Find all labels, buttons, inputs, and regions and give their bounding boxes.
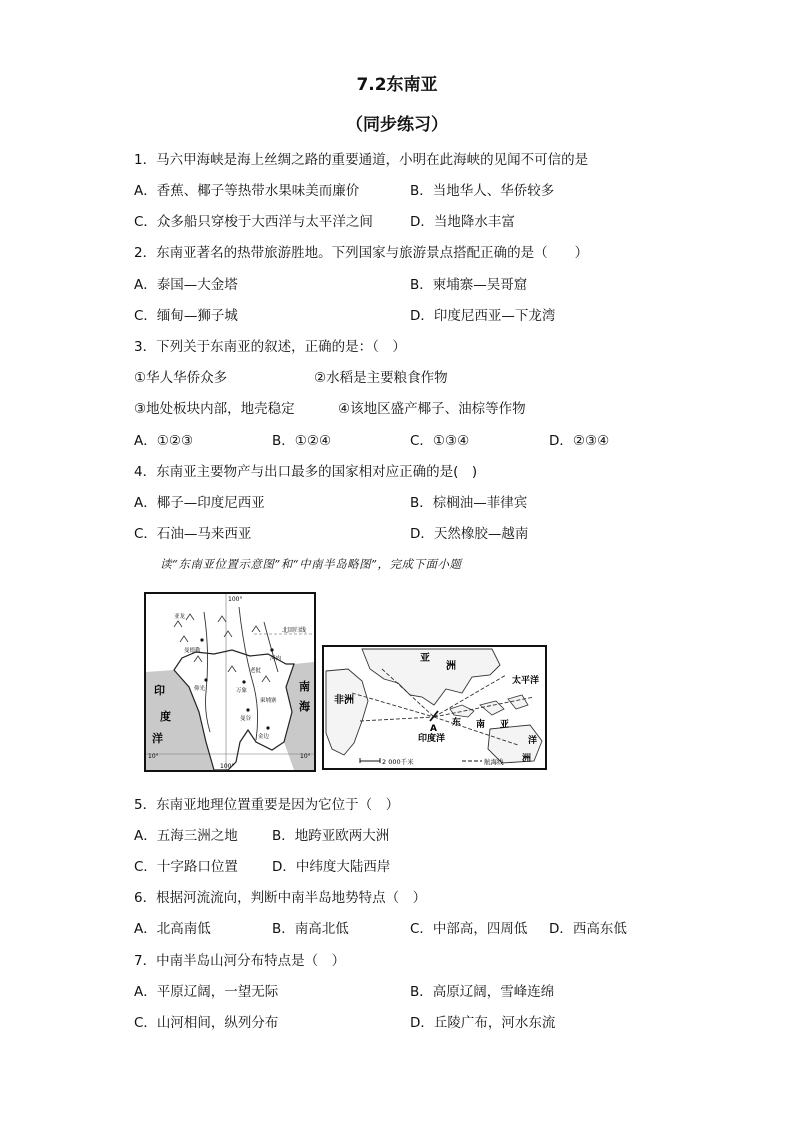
q2-option-a[interactable]: A．泰国—大金塔 [134,277,238,293]
indian-ocean-char-3: 洋 [152,732,163,745]
q5-option-d[interactable]: D．中纬度大陆西岸 [272,859,391,875]
q3-statement-4: ④该地区盛产椰子、油棕等作物 [338,401,526,417]
indian-ocean-label: 印度洋 [418,734,446,744]
oceania-char-1: 洋 [528,736,538,746]
place-label-7: 河内 [270,656,282,662]
q7-option-b[interactable]: B．高原辽阔，雪峰连绵 [410,984,555,1000]
oceania-char-2: 洲 [522,754,532,764]
q2-option-b[interactable]: B．柬埔寨—吴哥窟 [410,277,528,293]
indochina-map [144,592,316,772]
south-sea-char-1: 南 [299,680,310,693]
q1-option-a[interactable]: A．香蕉、椰子等热带水果味美而廉价 [134,183,360,199]
q6-stem: 6．根据河流流向，判断中南半岛地势特点（ ） [134,890,427,906]
q5-option-b[interactable]: B．地跨亚欧两大洲 [272,828,390,844]
q4-option-d[interactable]: D．天然橡胶—越南 [410,526,529,542]
place-label-9: 柬埔寨 [260,698,277,704]
place-label-1: 亚龙 [174,614,186,620]
indian-ocean-char-1: 印 [154,684,165,697]
pacific-label: 太平洋 [512,676,540,686]
grid-label-lat-left: 10° [148,753,159,760]
africa-label: 非洲 [334,695,354,706]
q1-stem: 1．马六甲海峡是海上丝绸之路的重要通道，小明在此海峡的见闻不可信的是 [134,152,589,168]
point-a-label: A [430,724,437,734]
map-caption: 读“东南亚位置示意图”和“中南半岛略图”，完成下面小题 [160,557,462,571]
q3-statement-1: ①华人华侨众多 [134,370,228,386]
q6-option-c[interactable]: C．中部高，四周低 [410,921,528,937]
south-sea-char-2: 海 [299,700,310,713]
q6-option-a[interactable]: A．北高南低 [134,921,211,937]
q2-option-d[interactable]: D．印度尼西亚—下龙湾 [410,308,556,324]
q4-option-b[interactable]: B．棕榈油—菲律宾 [410,495,528,511]
q3-option-a[interactable]: A．①②③ [134,433,194,449]
q7-option-d[interactable]: D．丘陵广布，河水东流 [410,1015,556,1031]
q3-stem: 3．下列关于东南亚的叙述，正确的是：（ ） [134,339,406,355]
asia-char-1: 亚 [420,653,430,664]
q5-option-c[interactable]: C．十字路口位置 [134,859,238,875]
q4-option-a[interactable]: A．椰子—印度尼西亚 [134,495,265,511]
asia-char-2: 洲 [446,661,456,672]
q3-statement-3: ③地处板块内部，地壳稳定 [134,401,295,417]
q1-option-c[interactable]: C．众多船只穿梭于大西洋与太平洋之间 [134,214,373,230]
page-title: 7.2东南亚 [356,75,438,95]
q3-option-c[interactable]: C．①③④ [410,433,470,449]
southeast-asia-char-1: 东 [452,718,462,728]
q3-option-b[interactable]: B．①②④ [272,433,332,449]
grid-label-lon-top: 100° [228,596,243,603]
q3-option-d[interactable]: D．②③④ [549,433,610,449]
place-label-8: 老挝 [250,668,262,674]
q7-option-a[interactable]: A．平原辽阔，一望无际 [134,984,279,1000]
q6-option-b[interactable]: B．南高北低 [272,921,349,937]
grid-label-lat-right: 10° [300,753,311,760]
southeast-asia-location-map [322,645,547,770]
q5-option-a[interactable]: A．五海三洲之地 [134,828,238,844]
q7-stem: 7．中南半岛山河分布特点是（ ） [134,953,346,969]
southeast-asia-char-3: 亚 [500,720,510,730]
place-label-5: 曼谷 [240,716,252,722]
page-subtitle: （同步练习） [346,115,448,135]
q4-option-c[interactable]: C．石油—马来西亚 [134,526,252,542]
q6-option-d[interactable]: D．西高东低 [549,921,627,937]
q1-option-d[interactable]: D．当地降水丰富 [410,214,515,230]
place-label-6: 金边 [258,734,270,740]
scale-label: 2 000千米 [382,758,414,766]
q1-option-b[interactable]: B．当地华人、华侨较多 [410,183,555,199]
legend-label: 航海线 [484,758,504,766]
q2-stem: 2．东南亚著名的热带旅游胜地。下列国家与旅游景点搭配正确的是（ ） [134,245,589,261]
q4-stem: 4．东南亚主要物产与出口最多的国家相对应正确的是( ) [134,464,478,480]
grid-label-lon-bottom: 100° [220,763,235,770]
q2-option-c[interactable]: C．缅甸—狮子城 [134,308,238,324]
q5-stem: 5．东南亚地理位置重要是因为它位于（ ） [134,797,400,813]
place-label-2: 曼德勒 [184,648,201,654]
q7-option-c[interactable]: C．山河相间，纵列分布 [134,1015,279,1031]
southeast-asia-char-2: 南 [476,720,486,730]
indian-ocean-char-2: 度 [160,710,171,723]
place-label-4: 万象 [236,688,248,694]
tropic-label: 北回归线 [282,627,307,634]
place-label-3: 仰光 [194,686,206,692]
q3-statement-2: ②水稻是主要粮食作物 [314,370,448,386]
